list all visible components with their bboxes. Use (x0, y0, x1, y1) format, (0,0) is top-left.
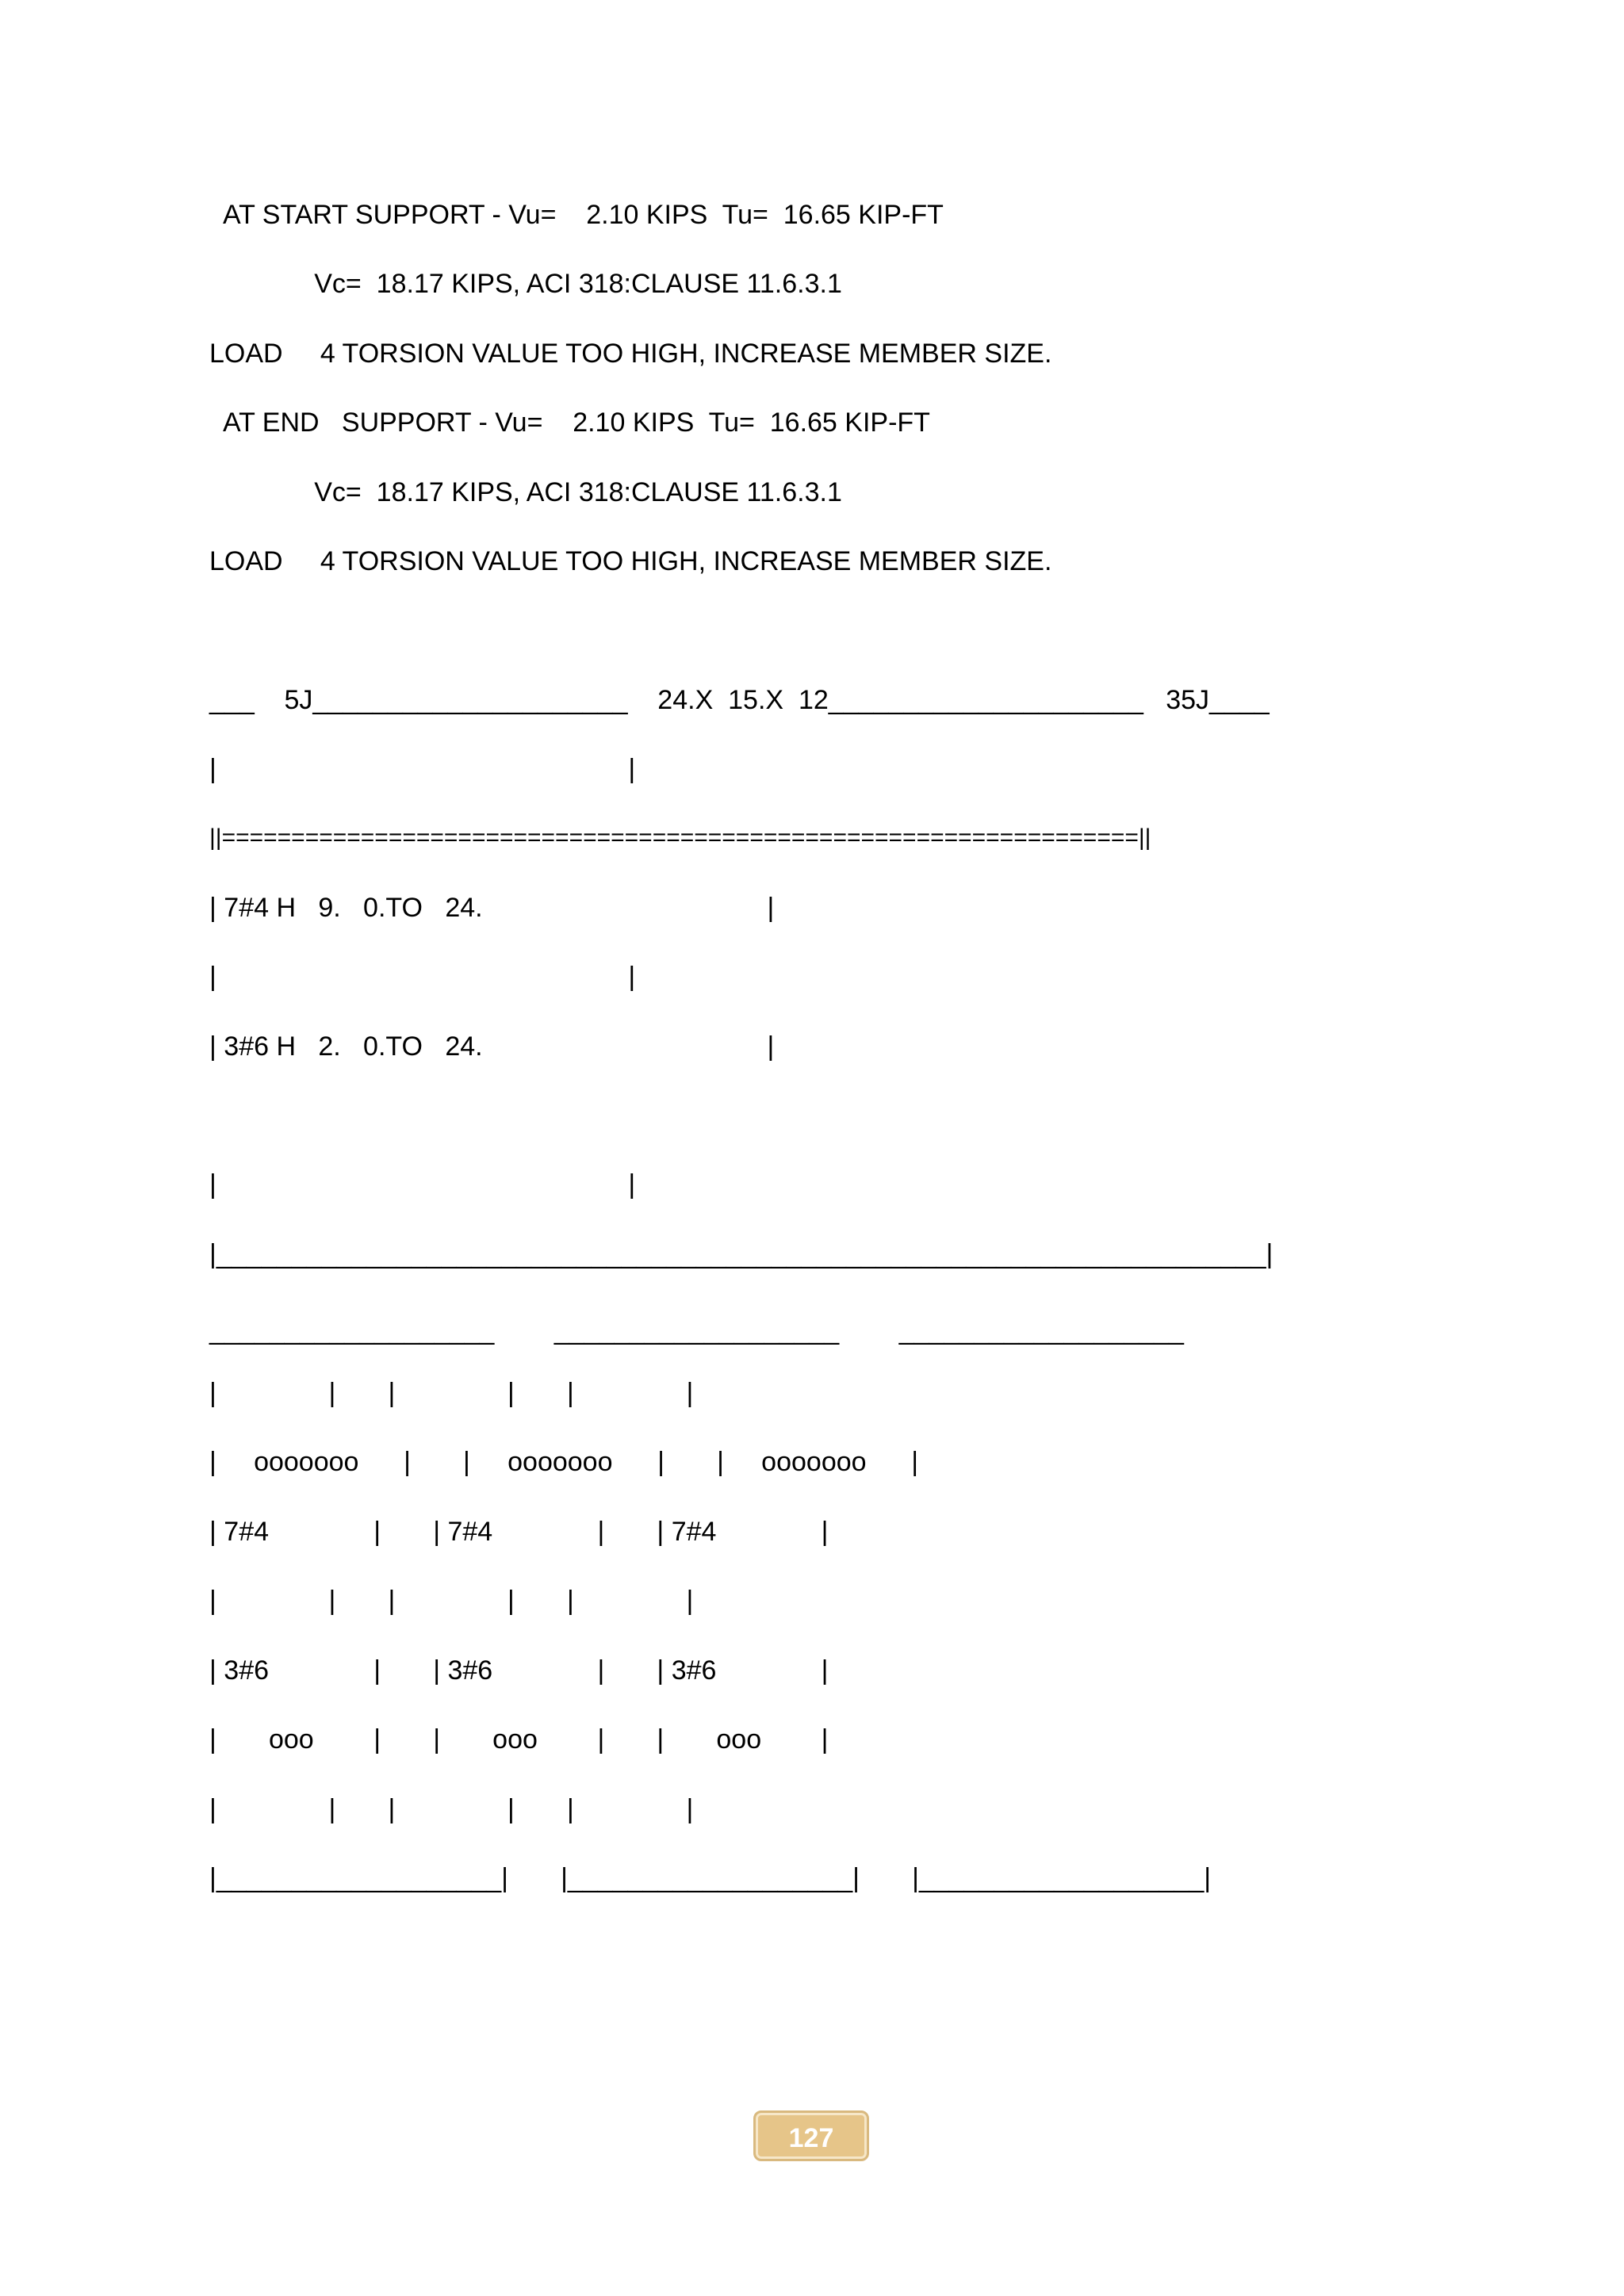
text-line: | 3#6 | | 3#6 | | 3#6 | (209, 1655, 829, 1686)
text-line: | | (209, 962, 636, 992)
text-line: | 7#4 H 9. 0.TO 24. | (209, 893, 775, 923)
text-line: Vc= 18.17 KIPS, ACI 318:CLAUSE 11.6.3.1 (209, 477, 842, 507)
text-line: | ooooooo | | ooooooo | | ooooooo | (209, 1447, 919, 1477)
text-line: | 3#6 H 2. 0.TO 24. | (209, 1031, 775, 1062)
text-line: | 7#4 | | 7#4 | | 7#4 | (209, 1517, 829, 1547)
text-line: |___________________| |___________________| |___________________| (209, 1863, 1212, 1893)
text-line: LOAD 4 TORSION VALUE TOO HIGH, INCREASE MEMBER SIZE. (209, 546, 1052, 576)
text-line: | | | | | | (209, 1586, 694, 1616)
page-number-badge: 127 (753, 2110, 869, 2161)
text-line: | ooo | | ooo | | ooo | (209, 1724, 829, 1755)
text-line: LOAD 4 TORSION VALUE TOO HIGH, INCREASE MEMBER SIZE. (209, 339, 1052, 369)
text-line: |______________________________________________________________________| (209, 1239, 1274, 1269)
text-line: | | | | | | (209, 1794, 694, 1824)
text-line: ||==================================================================|| (209, 825, 1151, 851)
text-line: ___ 5J_____________________ 24.X 15.X 12_____________________ 35J____ (209, 685, 1270, 715)
text-line: | | | | | | (209, 1378, 694, 1408)
text-line: AT END SUPPORT - Vu= 2.10 KIPS Tu= 16.65 KIP-FT (209, 408, 930, 438)
text-line: ___________________ ___________________ ___________________ (209, 1315, 1184, 1345)
text-line: Vc= 18.17 KIPS, ACI 318:CLAUSE 11.6.3.1 (209, 269, 842, 299)
text-line: | | (209, 1169, 636, 1200)
text-line: AT START SUPPORT - Vu= 2.10 KIPS Tu= 16.65 KIP-FT (209, 200, 944, 230)
text-line: | | (209, 754, 636, 784)
